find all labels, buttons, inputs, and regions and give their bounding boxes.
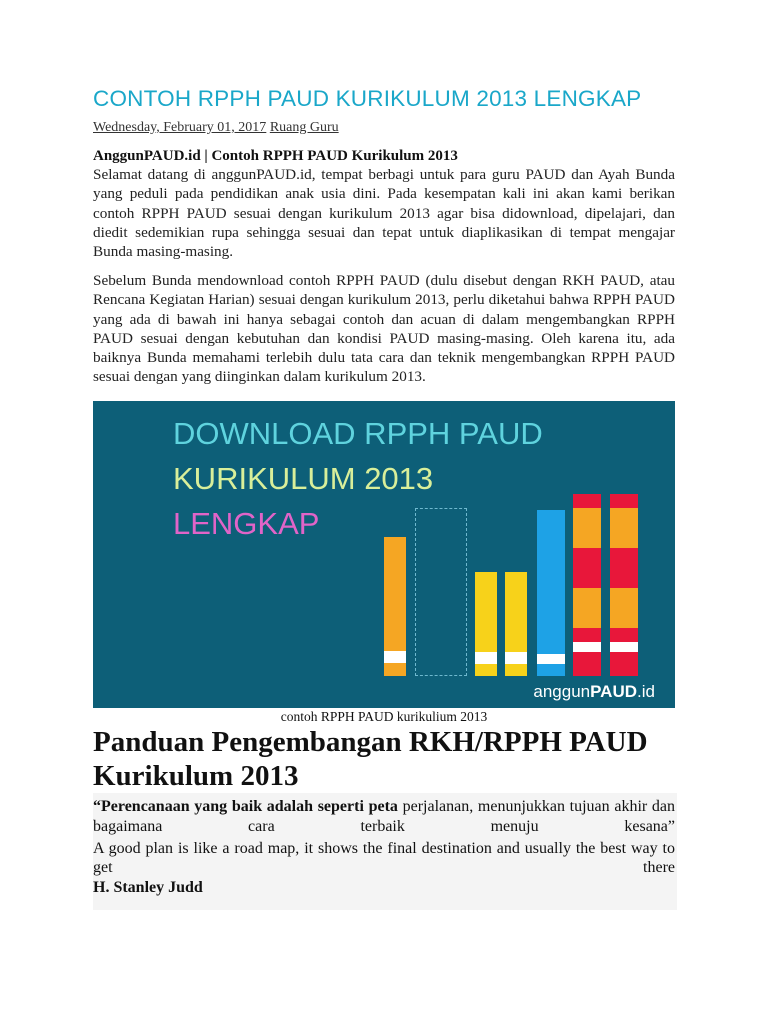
lead-title: AnggunPAUD.id | Contoh RPPH PAUD Kurikulum 2013: [93, 148, 458, 164]
brand-bold: PAUD: [590, 682, 638, 701]
bar-segment: [610, 652, 638, 676]
bar-segment: [610, 494, 638, 508]
brand-prefix: anggun: [533, 682, 591, 701]
banner-bar-blue: [537, 510, 565, 676]
quote-rest-part: perjalanan, menunjukkan tujuan akhir dan bagaimana cara terbaik menuju kesana”: [93, 798, 676, 835]
bar-segment: [573, 494, 601, 508]
brand-suffix: .id: [637, 682, 655, 701]
bar-segment: [537, 654, 565, 664]
bar-segment: [573, 652, 601, 676]
bar-segment: [573, 628, 601, 642]
bar-segment: [475, 572, 497, 652]
brand-logo-text: [533, 682, 655, 702]
intro-paragraph: Selamat datang di anggunPAUD.id, tempat berbagi untuk para guru PAUD dan Ayah Bunda yang peduli pada pendidikan anak usia dini. Pada kesempatan kali ini akan kami berikan contoh RPPH PAUD sesuai dengan kurikulum 2013 agar bisa didownload, dipelajari, dan diedit sedemikian rupa sehingga sesuai dan tepat untuk diaplikasikan di tempat mengajar Bunda masing-masing.: [93, 166, 675, 261]
bar-segment: [573, 588, 601, 628]
quote-indonesian: [93, 797, 675, 837]
bar-segment: [505, 652, 527, 664]
bar-segment: [573, 508, 601, 548]
download-banner-image[interactable]: [93, 401, 675, 708]
bar-segment: [610, 642, 638, 652]
bar-segment: [537, 510, 565, 654]
bar-segment: [537, 664, 565, 676]
bar-segment: [610, 508, 638, 548]
bar-segment: [573, 642, 601, 652]
banner-line-3: LENGKAP: [173, 506, 320, 541]
bar-segment: [475, 664, 497, 676]
bar-segment: [384, 663, 406, 676]
bar-segment: [573, 548, 601, 588]
quote-english: A good plan is like a road map, it shows the final destination and usually the best way to get there: [93, 840, 675, 876]
image-caption: contoh RPPH PAUD kurikulium 2013: [280, 709, 488, 724]
bar-segment: [384, 651, 406, 663]
bar-segment: [610, 548, 638, 588]
section-heading: Panduan Pengembangan RKH/RPPH PAUD Kurikulum 2013: [93, 726, 648, 792]
bar-segment: [384, 537, 406, 651]
post-meta: [93, 120, 339, 136]
banner-bar-striped-2: [610, 494, 638, 676]
bar-segment: [505, 572, 527, 652]
post-category-link[interactable]: Ruang Guru: [269, 120, 339, 135]
banner-bar-yellow-1: [475, 572, 497, 676]
banner-line-1: DOWNLOAD RPPH PAUD: [173, 416, 543, 451]
quote-block: [93, 793, 677, 910]
banner-bar-empty: [415, 508, 467, 676]
banner-bar-striped-1: [573, 494, 601, 676]
bar-segment: [610, 588, 638, 628]
bar-segment: [475, 652, 497, 664]
bar-segment: [505, 664, 527, 676]
quote-author: H. Stanley Judd: [93, 879, 203, 896]
bar-segment: [610, 628, 638, 642]
banner-bar-orange: [384, 537, 406, 676]
page-title: CONTOH RPPH PAUD KURIKULUM 2013 LENGKAP: [93, 86, 642, 111]
banner-bar-yellow-2: [505, 572, 527, 676]
post-date-link[interactable]: Wednesday, February 01, 2017: [93, 120, 267, 135]
banner-line-2: KURIKULUM 2013: [173, 461, 434, 496]
body-paragraph: Sebelum Bunda mendownload contoh RPPH PAUD (dulu disebut dengan RKH PAUD, atau Rencana Kegiatan Harian) sesuai dengan kurikulum 2013, perlu diketahui bahwa RPPH PAUD yang ada di bawah ini hanya sebagai contoh dan acuan di dalam mengembangkan RPPH PAUD sesuai dengan kebutuhan dan kondisi PAUD masing-masing. Oleh karena itu, ada baiknya Bunda memahami terlebih dulu tata cara dan teknik mengembangkan RPPH PAUD sesuai dengan yang diinginkan dalam kurikulum 2013.: [93, 272, 675, 386]
quote-bold-part: “Perencanaan yang baik adalah seperti peta: [93, 798, 398, 815]
